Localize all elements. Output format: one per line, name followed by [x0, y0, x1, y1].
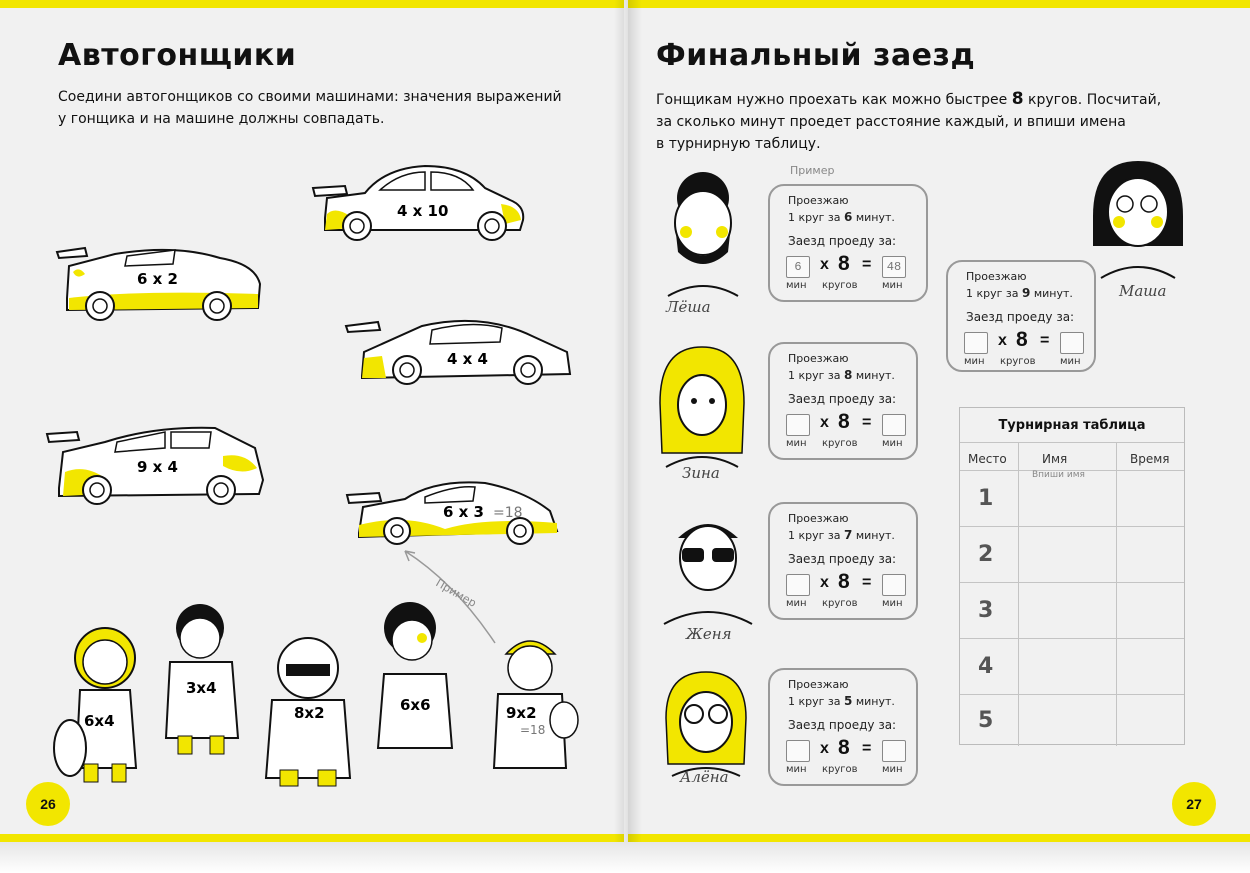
racer-label: 9x2 — [506, 704, 537, 722]
name-lyosha: Лёша — [666, 298, 711, 316]
unit-laps: кругов — [822, 764, 858, 775]
answer-box-total[interactable] — [1060, 332, 1084, 354]
intro-line-2: у гонщика и на машине должны совпадать. — [58, 111, 385, 127]
card-line-1: Проезжаю — [788, 194, 849, 207]
laps-number: 8 — [838, 570, 850, 593]
right-page-intro — [656, 88, 1161, 155]
card-text: 1 круг за — [788, 529, 844, 542]
answer-box-total[interactable]: 48 — [882, 256, 906, 278]
answer-box-minutes[interactable] — [786, 740, 810, 762]
car-6x2[interactable] — [55, 236, 265, 321]
equation — [786, 410, 916, 440]
hint-write-name: Впиши имя — [1032, 470, 1085, 480]
card-text: минут. — [852, 369, 895, 382]
card-line-1: Проезжаю — [966, 270, 1027, 283]
equals-sign: = — [1040, 332, 1050, 349]
laps-number: 8 — [1016, 328, 1028, 351]
card-line-1: Проезжаю — [788, 512, 849, 525]
answer-box-minutes[interactable]: 6 — [786, 256, 810, 278]
car-answer: =18 — [493, 505, 523, 521]
unit-min: мин — [786, 598, 807, 609]
place-1: 1 — [978, 486, 994, 511]
table-divider — [960, 582, 1184, 583]
left-page-number: 26 — [26, 782, 70, 826]
card-zina — [768, 342, 918, 460]
intro-line-1 — [656, 88, 1161, 111]
answer-box-total[interactable] — [882, 414, 906, 436]
racer-label: 8x2 — [294, 704, 325, 722]
face-lyosha — [658, 168, 753, 308]
card-masha — [946, 260, 1096, 372]
card-minutes: 8 — [844, 368, 853, 382]
equation — [786, 736, 916, 766]
left-page — [0, 0, 624, 842]
times-sign: x — [820, 740, 829, 757]
car-9x4[interactable] — [45, 418, 270, 508]
table-col-divider — [1116, 442, 1117, 746]
unit-min: мин — [786, 764, 807, 775]
answer-box-minutes[interactable] — [786, 574, 810, 596]
racer-label: 3x4 — [186, 679, 217, 697]
card-text: 1 круг за — [788, 695, 844, 708]
col-header-time: Время — [1130, 452, 1170, 466]
card-line-3: Заезд проеду за: — [788, 392, 897, 406]
laps-number: 8 — [838, 410, 850, 433]
left-page-intro — [58, 86, 562, 130]
unit-min: мин — [786, 438, 807, 449]
card-line-2 — [966, 286, 1073, 300]
card-text: минут. — [1030, 287, 1073, 300]
name-alyona: Алёна — [680, 768, 729, 786]
face-alyona — [658, 668, 753, 778]
card-minutes: 7 — [844, 528, 853, 542]
racer-6x4[interactable] — [54, 628, 136, 782]
racer-8x2[interactable] — [266, 638, 350, 786]
racers-group — [50, 598, 580, 798]
car-4x10[interactable] — [305, 158, 530, 243]
car-label: 9 x 4 — [137, 458, 178, 476]
answer-box-total[interactable] — [882, 740, 906, 762]
card-line-3: Заезд проеду за: — [966, 310, 1075, 324]
equation — [786, 570, 916, 600]
card-alyona — [768, 668, 918, 786]
racer-label: 6x6 — [400, 696, 431, 714]
card-line-3: Заезд проеду за: — [788, 234, 897, 248]
face-masha — [1083, 156, 1193, 286]
answer-box-minutes[interactable] — [964, 332, 988, 354]
unit-laps: кругов — [822, 280, 858, 291]
face-zhenya — [658, 508, 758, 628]
unit-min: мин — [882, 598, 903, 609]
card-text: 1 круг за — [788, 369, 844, 382]
table-divider — [960, 638, 1184, 639]
card-text: 1 круг за — [788, 211, 844, 224]
equals-sign: = — [862, 256, 872, 273]
card-line-1: Проезжаю — [788, 352, 849, 365]
tournament-table — [959, 407, 1185, 745]
times-sign: x — [820, 256, 829, 273]
card-line-3: Заезд проеду за: — [788, 552, 897, 566]
equation — [964, 328, 1094, 358]
unit-min: мин — [786, 280, 807, 291]
name-zina: Зина — [682, 464, 720, 482]
right-page — [628, 0, 1250, 842]
left-page-title: Автогонщики — [58, 38, 297, 73]
place-2: 2 — [978, 542, 994, 567]
place-5: 5 — [978, 708, 994, 733]
example-label: Пример — [433, 576, 479, 610]
card-text: минут. — [852, 529, 895, 542]
card-lyosha — [768, 184, 928, 302]
table-divider — [960, 442, 1184, 443]
right-page-title: Финальный заезд — [656, 38, 976, 73]
intro-text: кругов. Посчитай, — [1023, 92, 1162, 108]
card-line-3: Заезд проеду за: — [788, 718, 897, 732]
car-label: 6 x 2 — [137, 270, 178, 288]
book-gutter — [614, 0, 642, 842]
unit-laps: кругов — [822, 438, 858, 449]
racer-6x6[interactable] — [378, 602, 452, 748]
laps-number: 8 — [838, 736, 850, 759]
unit-laps: кругов — [1000, 356, 1036, 367]
equation — [786, 252, 916, 282]
card-text: 1 круг за — [966, 287, 1022, 300]
card-zhenya — [768, 502, 918, 620]
racer-3x4[interactable] — [166, 604, 238, 754]
card-line-2 — [788, 368, 895, 382]
answer-box-total[interactable] — [882, 574, 906, 596]
card-line-1: Проезжаю — [788, 678, 849, 691]
equals-sign: = — [862, 740, 872, 757]
name-zhenya: Женя — [686, 625, 732, 643]
book-shadow — [0, 842, 1250, 873]
card-minutes: 6 — [844, 210, 853, 224]
card-line-2 — [788, 210, 895, 224]
times-sign: x — [998, 332, 1007, 349]
right-page-number: 27 — [1172, 782, 1216, 826]
intro-line-3: в турнирную таблицу. — [656, 136, 821, 152]
table-col-divider — [1018, 442, 1019, 746]
car-label: 4 x 10 — [397, 202, 449, 220]
unit-min: мин — [1060, 356, 1081, 367]
intro-text: Гонщикам нужно проехать как можно быстрее — [656, 92, 1012, 108]
equals-sign: = — [862, 574, 872, 591]
intro-line-1: Соедини автогонщиков со своими машинами: значения выражений — [58, 89, 562, 105]
table-title: Турнирная таблица — [998, 418, 1146, 433]
racer-9x2[interactable] — [494, 641, 578, 768]
col-header-name: Имя — [1042, 452, 1068, 466]
racer-answer: =18 — [520, 723, 546, 737]
card-text: минут. — [852, 211, 895, 224]
car-6x3-example[interactable] — [345, 473, 565, 553]
car-label: 4 x 4 — [447, 350, 488, 368]
card-text: минут. — [852, 695, 895, 708]
times-sign: x — [820, 414, 829, 431]
intro-bold-number: 8 — [1011, 89, 1024, 109]
equals-sign: = — [862, 414, 872, 431]
laps-number: 8 — [838, 252, 850, 275]
unit-min: мин — [882, 280, 903, 291]
unit-laps: кругов — [822, 598, 858, 609]
place-3: 3 — [978, 598, 994, 623]
unit-min: мин — [882, 764, 903, 775]
times-sign: x — [820, 574, 829, 591]
unit-min: мин — [882, 438, 903, 449]
card-line-2 — [788, 694, 895, 708]
racer-label: 6x4 — [84, 712, 115, 730]
name-masha: Маша — [1119, 282, 1167, 300]
answer-box-minutes[interactable] — [786, 414, 810, 436]
unit-min: мин — [964, 356, 985, 367]
intro-line-2: за сколько минут проедет расстояние каждый, и впиши имена — [656, 114, 1126, 130]
table-divider — [960, 526, 1184, 527]
place-4: 4 — [978, 654, 994, 679]
face-zina — [654, 343, 749, 468]
car-4x4[interactable] — [342, 308, 577, 393]
col-header-place: Место — [968, 452, 1007, 466]
table-divider — [960, 694, 1184, 695]
card-line-2 — [788, 528, 895, 542]
card-minutes: 5 — [844, 694, 853, 708]
example-label: Пример — [790, 164, 835, 177]
card-minutes: 9 — [1022, 286, 1031, 300]
car-label: 6 x 3 — [443, 503, 484, 521]
